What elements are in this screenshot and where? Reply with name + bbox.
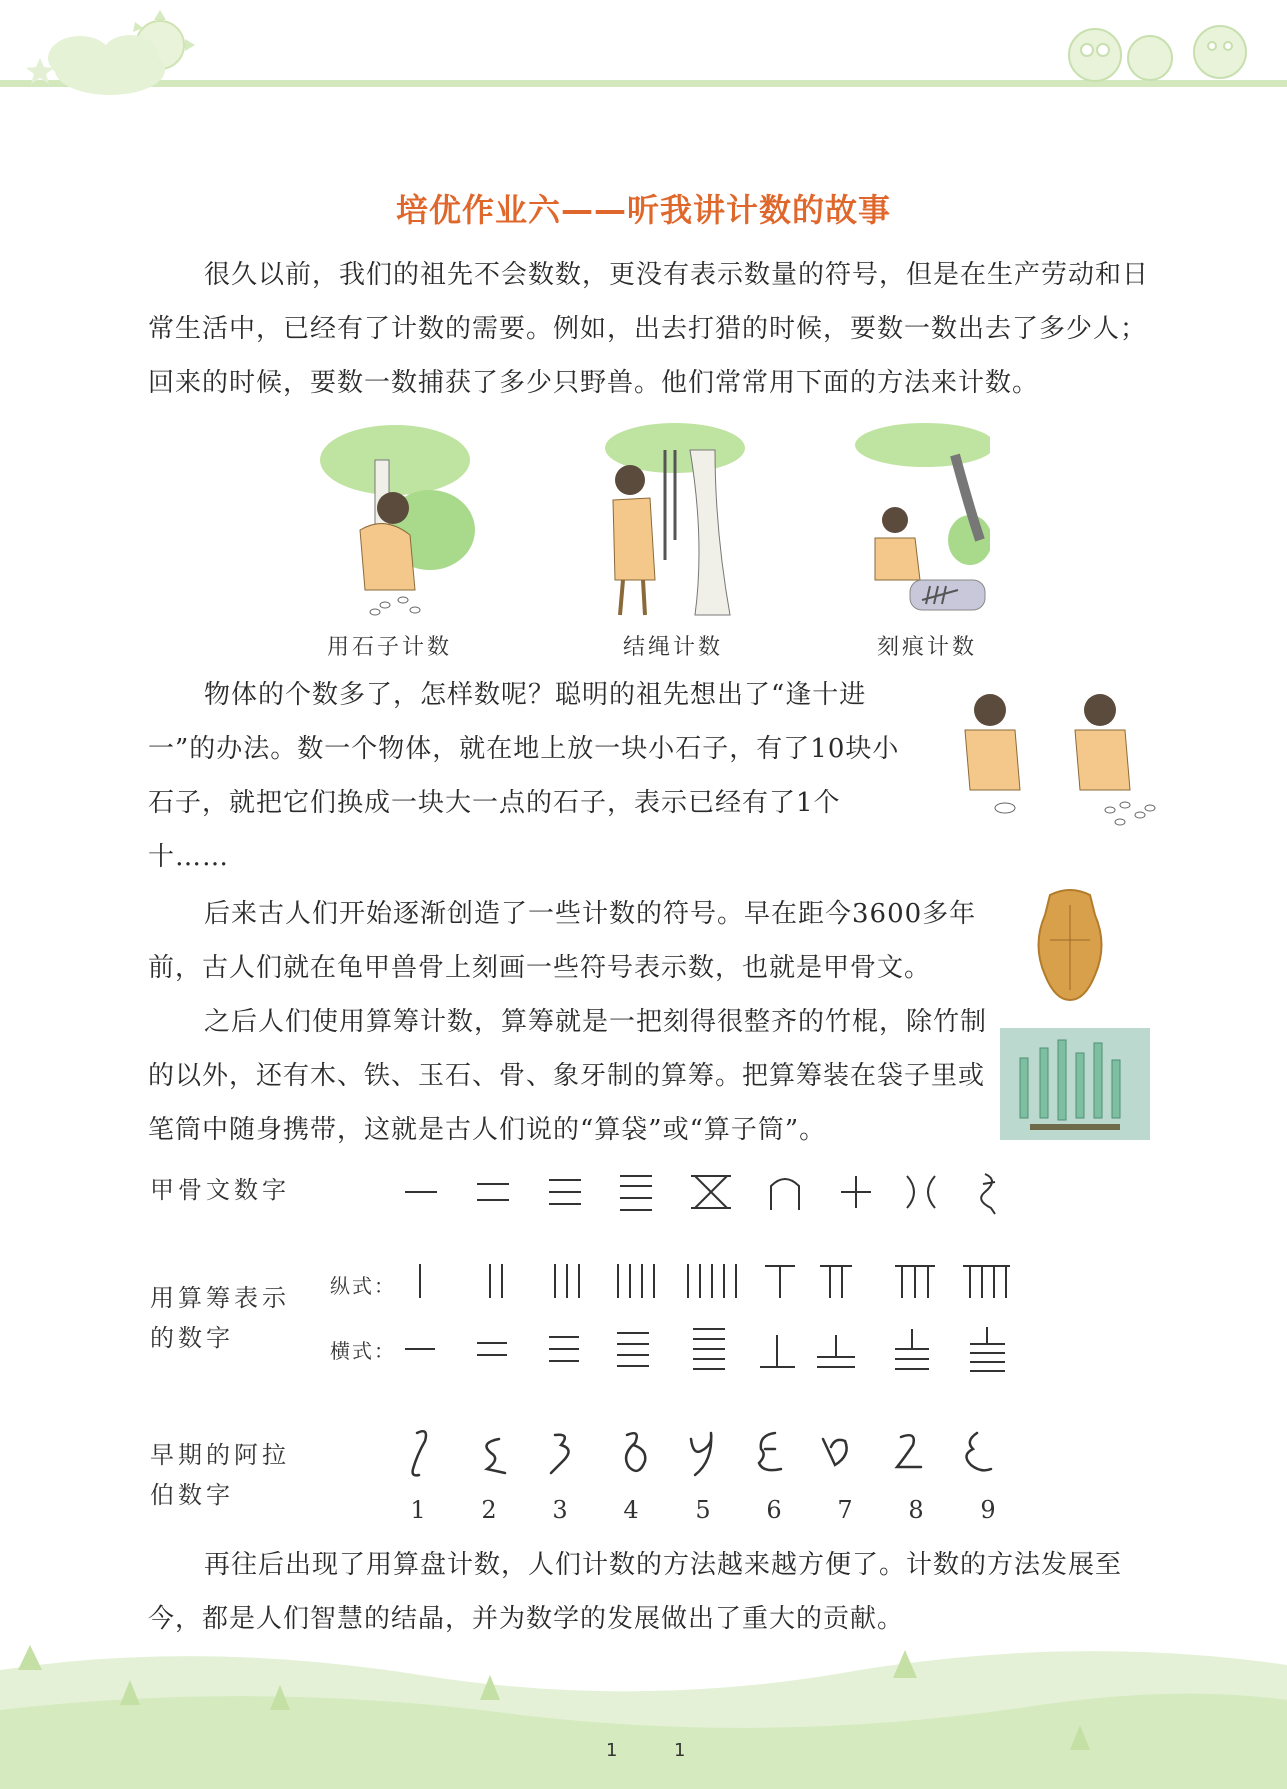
- paragraph-intro: 很久以前，我们的祖先不会数数，更没有表示数量的符号，但是在生产劳动和日常生活中，已经有了计数的需要。例如，出去打猎的时候，要数一数出去了多少人；回来的时候，要数一数捕获了多少只野兽。他们常常用下面的方法来计数。: [148, 260, 1150, 398]
- page-number-left: 1: [606, 1740, 618, 1761]
- oracle-bone-image: [1030, 885, 1110, 1005]
- digit-label: 3: [552, 1496, 568, 1524]
- digit-label: 7: [837, 1496, 853, 1524]
- rod-numerals-vertical: [410, 1262, 1020, 1302]
- digit-label: 4: [623, 1496, 639, 1524]
- horizontal-form-label: 横式：: [330, 1339, 396, 1363]
- digit-label: 9: [980, 1496, 996, 1524]
- vertical-form-label: 纵式：: [330, 1274, 396, 1298]
- illustration-stones: [315, 420, 475, 620]
- digit-label: 1: [410, 1496, 426, 1524]
- arabic-numerals-label-line1: 早期的阿拉: [150, 1441, 290, 1469]
- header-decoration: [0, 0, 1287, 120]
- oracle-numerals: [395, 1170, 1015, 1220]
- paragraph-abacus: 再往后出现了用算盘计数，人们计数的方法越来越方便了。计数的方法发展至今，都是人们智慧的结晶，并为数学的发展做出了重大的贡献。: [148, 1550, 1123, 1634]
- rod-numerals-horizontal: [405, 1325, 1020, 1375]
- rod-numerals-label-line2: 的数字: [150, 1324, 234, 1352]
- caption-tally-marks: 刻痕计数: [877, 635, 978, 660]
- digit-label: 6: [766, 1496, 782, 1524]
- paragraph-base-ten: 物体的个数多了，怎样数呢？聪明的祖先想出了“逢十进一”的办法。数一个物体，就在地上放一块小石子，有了10块小石子，就把它们换成一块大一点的石子，表示已经有了1个十……: [148, 680, 900, 872]
- rod-numerals-label-line1: 用算筹表示: [150, 1284, 290, 1312]
- animal-faces-icon: [1069, 26, 1246, 81]
- paragraph-oracle: 后来古人们开始逐渐创造了一些计数的符号。早在距今3600多年前，古人们就在龟甲兽骨上刻画一些符号表示数，也就是甲骨文。: [148, 899, 977, 983]
- paragraph-counting-rods: 之后人们使用算筹计数，算筹就是一把刻得很整齐的竹棍，除竹制的以外，还有木、铁、玉石、骨、象牙制的算筹。把算筹装在袋子里或笔筒中随身携带，这就是古人们说的“算袋”或“算子筒”。: [148, 1007, 988, 1145]
- illustration-knot-rope: [595, 420, 745, 620]
- caption-stones: 用石子计数: [327, 635, 453, 660]
- digit-label: 8: [908, 1496, 924, 1524]
- arabic-numerals-label-line2: 伯数字: [150, 1481, 234, 1509]
- counting-rods-photo: [1000, 1028, 1150, 1140]
- early-arabic-numerals: [395, 1425, 1015, 1485]
- footer-landscape: [0, 1630, 1287, 1789]
- caption-knot-rope: 结绳计数: [623, 635, 724, 660]
- digit-label: 2: [481, 1496, 497, 1524]
- page-title: 培优作业六——听我讲计数的故事: [395, 191, 891, 229]
- oracle-numerals-label: 甲骨文数字: [150, 1176, 290, 1204]
- illustration-tally-marks: [840, 420, 990, 620]
- digit-label: 5: [695, 1496, 711, 1524]
- illustration-stone-exchange: [945, 690, 1165, 830]
- page-number-right: 1: [674, 1740, 686, 1761]
